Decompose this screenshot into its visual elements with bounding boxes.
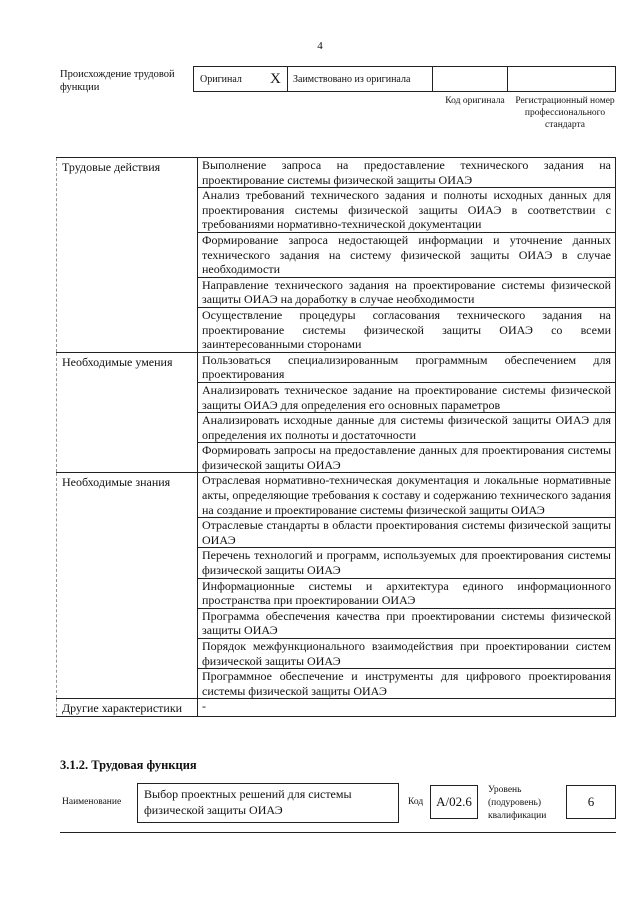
reg-caption: Регистрационный номер профессионального стандарта [515, 96, 615, 130]
section-items [197, 699, 616, 716]
table-section [56, 473, 616, 699]
function-name-box: Выбор проектных решений для системы физической защиты ОИАЭ [137, 783, 399, 823]
table-section [56, 699, 616, 717]
table-item: Пользоваться специализированным программным обеспечением для проектирования [198, 353, 615, 383]
table-item: Анализ требований технического задания и полноты исходных данных для проектирования системы физической защиты ОИАЭ в соответствии с требованиями нормативно-технической документации [198, 188, 615, 233]
section-items [197, 158, 616, 352]
origin-table [193, 66, 616, 92]
section-label: Трудовые действия [56, 158, 197, 352]
origin-borrowed-label: Заимствовано из оригинала [288, 67, 433, 91]
section-label: Необходимые знания [56, 473, 197, 698]
table-section [56, 353, 616, 474]
section-label: Необходимые умения [56, 353, 197, 473]
table-item: Отраслевая нормативно-техническая документация и локальные нормативные акты, определяющие требования к составу и содержанию технического задания на создание и проектирование системы физической защиты ОИАЭ [198, 473, 615, 518]
table-item: Программное обеспечение и инструменты для цифрового проектирования системы физической защиты ОИАЭ [202, 669, 611, 698]
name-label: Наименование [62, 797, 122, 807]
section-heading: 3.1.2. Трудовая функция [60, 758, 197, 772]
origin-original-cell [194, 67, 288, 91]
origin-label: Происхождение трудовой функции [60, 69, 175, 93]
section-items [197, 353, 616, 473]
table-item: Программа обеспечения качества при проектировании системы физической защиты ОИАЭ [198, 609, 615, 639]
table-item: Формирование запроса недостающей информации и уточнение данных технического задания на систему физической защиты ОИАЭ в случае необходимости [198, 233, 615, 278]
table-item: Выполнение запроса на предоставление технического задания на проектирование системы физической защиты ОИАЭ [198, 158, 615, 188]
table-item: Анализировать техническое задание на проектирование системы физической защиты ОИАЭ для определения его основных параметров [198, 383, 615, 413]
table-item: - [202, 699, 206, 714]
code-caption: Код оригинала [445, 96, 505, 106]
table-item: Порядок межфункционального взаимодействия при проектировании систем физической защиты ОИАЭ [198, 639, 615, 669]
origin-reg-cell [508, 67, 615, 91]
function-code-box: A/02.6 [430, 785, 478, 819]
bottom-rule [60, 832, 616, 833]
level-box: 6 [566, 785, 616, 819]
table-item: Анализировать исходные данные для системы физической защиты ОИАЭ для определения их полноты и достаточности [198, 413, 615, 443]
origin-mark: X [270, 71, 281, 87]
origin-code-cell [433, 67, 508, 91]
page-number: 4 [317, 40, 323, 52]
origin-original-label: Оригинал [200, 73, 242, 85]
section-items [197, 473, 616, 698]
table-section [56, 158, 616, 353]
table-item: Информационные системы и архитектура единого информационного пространства при проектировании ОИАЭ [198, 579, 615, 609]
level-label: Уровень (подуровень) квалификации [488, 785, 547, 821]
table-item: Формировать запросы на предоставление данных для проектирования системы физической защиты ОИАЭ [202, 443, 611, 472]
section-label: Другие характеристики [56, 699, 197, 716]
table-item: Перечень технологий и программ, используемых для проектирования системы физической защиты ОИАЭ [198, 548, 615, 578]
table-item: Направление технического задания на проектирование системы физической защиты ОИАЭ на доработку в случае необходимости [198, 278, 615, 308]
code-label: Код [408, 797, 424, 807]
labor-function-table [56, 157, 616, 717]
table-item: Отраслевые стандарты в области проектирования системы физической защиты ОИАЭ [198, 518, 615, 548]
table-item: Осуществление процедуры согласования технического задания на проектирование системы физической защиты ОИАЭ со всеми заинтересованными сторонами [202, 307, 611, 352]
